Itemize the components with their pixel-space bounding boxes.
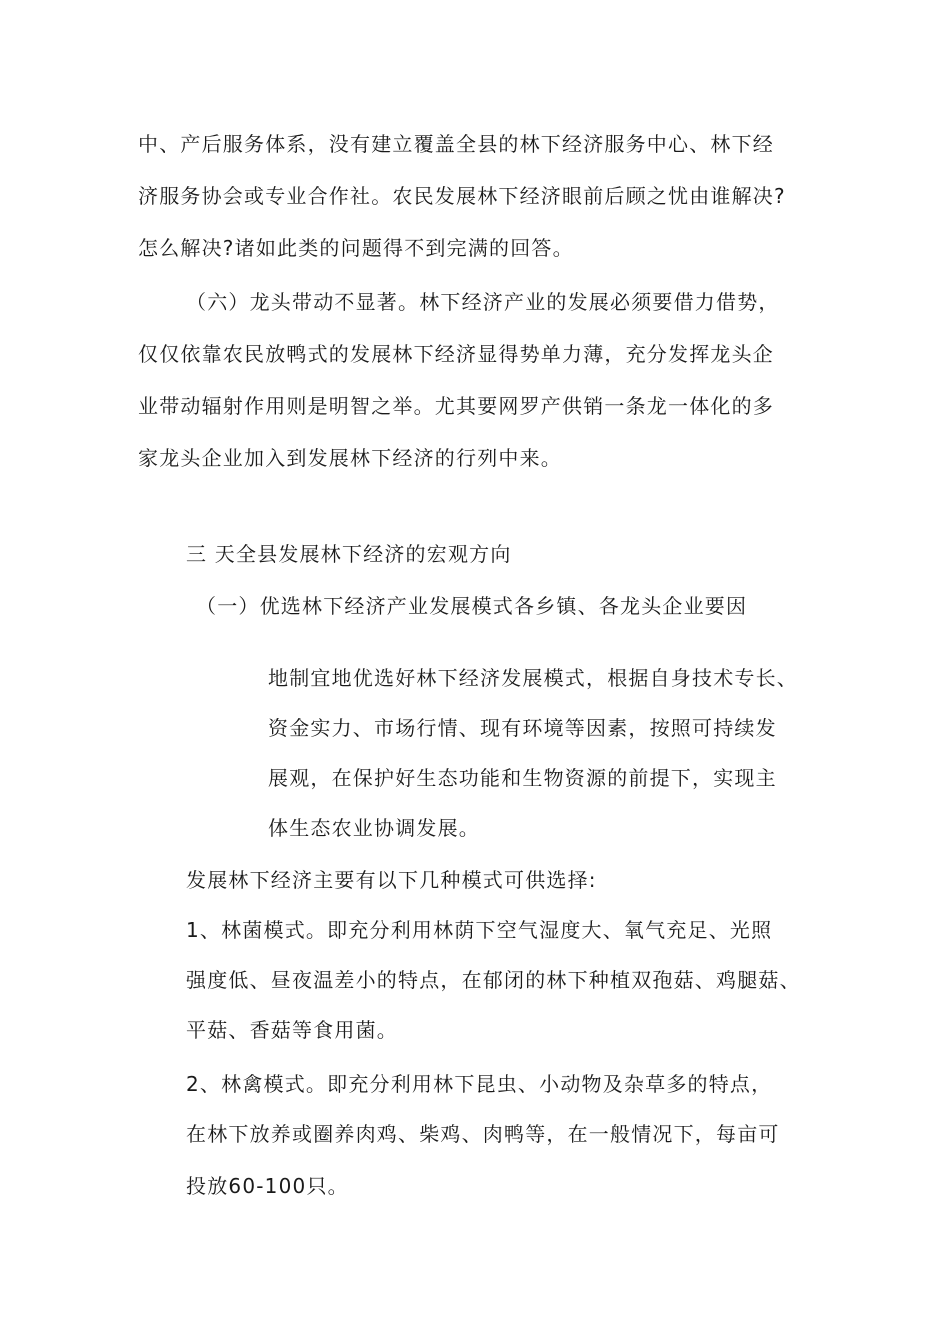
text-line: 在林下放养或圈养肉鸡、柴鸡、肉鸭等，在一般情况下，每亩可 <box>186 1122 780 1146</box>
text-line: 资金实力、市场行情、现有环境等因素，按照可持续发 <box>268 716 777 740</box>
list-item: 1、林菌模式。即充分利用林荫下空气湿度大、氧气充足、光照 <box>186 918 773 942</box>
text-line: 家龙头企业加入到发展林下经济的行列中来。 <box>138 446 562 470</box>
text-line: 展观，在保护好生态功能和生物资源的前提下，实现主 <box>268 766 777 790</box>
text-line: 仅仅依靠农民放鸭式的发展林下经济显得势单力薄，充分发挥龙头企 <box>138 342 774 366</box>
text-line: 济服务协会或专业合作社。农民发展林下经济眼前后顾之忧由谁解决? <box>138 184 786 208</box>
text-line: 发展林下经济主要有以下几种模式可供选择: <box>186 868 597 892</box>
section-heading: 三 天全县发展林下经济的宏观方向 <box>186 542 512 566</box>
section-heading: （一）优选林下经济产业发展模式各乡镇、各龙头企业要因 <box>196 594 748 618</box>
text-line: 平菇、香菇等食用菌。 <box>186 1018 398 1042</box>
text-line: 业带动辐射作用则是明智之举。尤其要网罗产供销一条龙一体化的多 <box>138 394 774 418</box>
list-item: 2、林禽模式。即充分利用林下昆虫、小动物及杂草多的特点， <box>186 1072 773 1096</box>
section-heading: （六）龙头带动不显著。林下经济产业的发展必须要借力借势， <box>186 290 780 314</box>
text-line: 中、产后服务体系，没有建立覆盖全县的林下经济服务中心、林下经 <box>138 132 774 156</box>
text-line: 怎么解决?诸如此类的问题得不到完满的回答。 <box>138 236 574 260</box>
text-line: 强度低、昼夜温差小的特点，在郁闭的林下种植双孢菇、鸡腿菇、 <box>186 968 801 992</box>
text-line: 投放60-100只。 <box>186 1174 349 1198</box>
text-line: 地制宜地优选好林下经济发展模式，根据自身技术专长、 <box>268 666 798 690</box>
text-line: 体生态农业协调发展。 <box>268 816 480 840</box>
